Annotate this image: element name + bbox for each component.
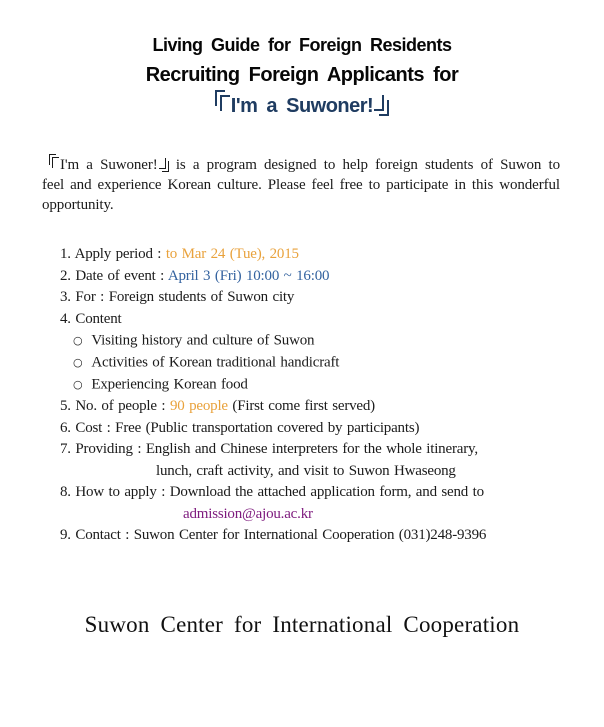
apply-period-value: to Mar 24 (Tue), 2015 xyxy=(165,246,299,262)
date-of-event-label: 2. Date of event : xyxy=(60,267,168,284)
date-of-event-value: April 3 (Fri) 10:00 ~ 16:00 xyxy=(167,267,330,284)
header-line2: Recruiting Foreign Applicants for xyxy=(145,64,459,86)
corner-bracket-open-icon xyxy=(49,154,56,165)
people-suffix: (First come first served) xyxy=(227,398,375,414)
intro-text: is a program designed to help foreign students of Suwon to feel and experience Korean culture. Please feel free to participate in this wonderful opportunity. xyxy=(42,157,560,213)
people-label: 5. No. of people : xyxy=(60,398,170,414)
content-sub-item-food xyxy=(60,374,564,396)
circle-bullet-icon: ○ xyxy=(73,356,83,369)
list-item-contact: 9. Contact : Suwon Center for International Cooperation (031)248-9396 xyxy=(60,527,487,543)
details-list xyxy=(60,244,564,547)
circle-bullet-icon: ○ xyxy=(73,378,83,391)
content-sub-item-activities xyxy=(60,352,564,374)
corner-bracket-close-icon xyxy=(162,161,169,172)
list-item-providing-line2: lunch, craft activity, and visit to Suwon Hwaseong xyxy=(156,462,456,479)
corner-bracket-close-icon xyxy=(379,100,389,116)
circle-bullet-icon: ○ xyxy=(73,334,83,347)
list-item-people xyxy=(60,396,564,418)
content-sub-text: Experiencing Korean food xyxy=(91,376,248,393)
program-title xyxy=(0,90,604,121)
content-sub-text: Visiting history and culture of Suwon xyxy=(91,332,315,349)
intro-program-name: I'm a Suwoner! xyxy=(60,157,158,173)
list-item-how-to-apply-line1: 8. How to apply : Download the attached application form, and send to xyxy=(60,484,484,500)
list-item-apply-period xyxy=(60,244,564,266)
program-title-text: I'm a Suwoner! xyxy=(230,95,374,117)
content-sub-text: Activities of Korean traditional handicraft xyxy=(91,354,340,371)
list-item-date-of-event xyxy=(60,266,564,288)
list-item-for: 3. For : Foreign students of Suwon city xyxy=(60,289,295,305)
corner-bracket-open-icon xyxy=(215,90,225,106)
list-item-providing-line1: 7. Providing : English and Chinese interpreters for the whole itinerary, xyxy=(60,441,478,457)
people-value: 90 people xyxy=(169,398,228,414)
intro-paragraph xyxy=(42,154,560,215)
list-item-cost: 6. Cost : Free (Public transportation covered by participants) xyxy=(60,419,420,436)
apply-period-label: 1. Apply period : xyxy=(60,246,166,262)
content-sub-item-visiting xyxy=(60,330,564,352)
header-line1: Living Guide for Foreign Residents xyxy=(152,35,452,55)
footer-organization: Suwon Center for International Cooperation xyxy=(84,612,520,637)
list-item-content: 4. Content xyxy=(60,310,122,327)
application-email: admission@ajou.ac.kr xyxy=(183,505,313,522)
flyer-header xyxy=(0,0,604,121)
